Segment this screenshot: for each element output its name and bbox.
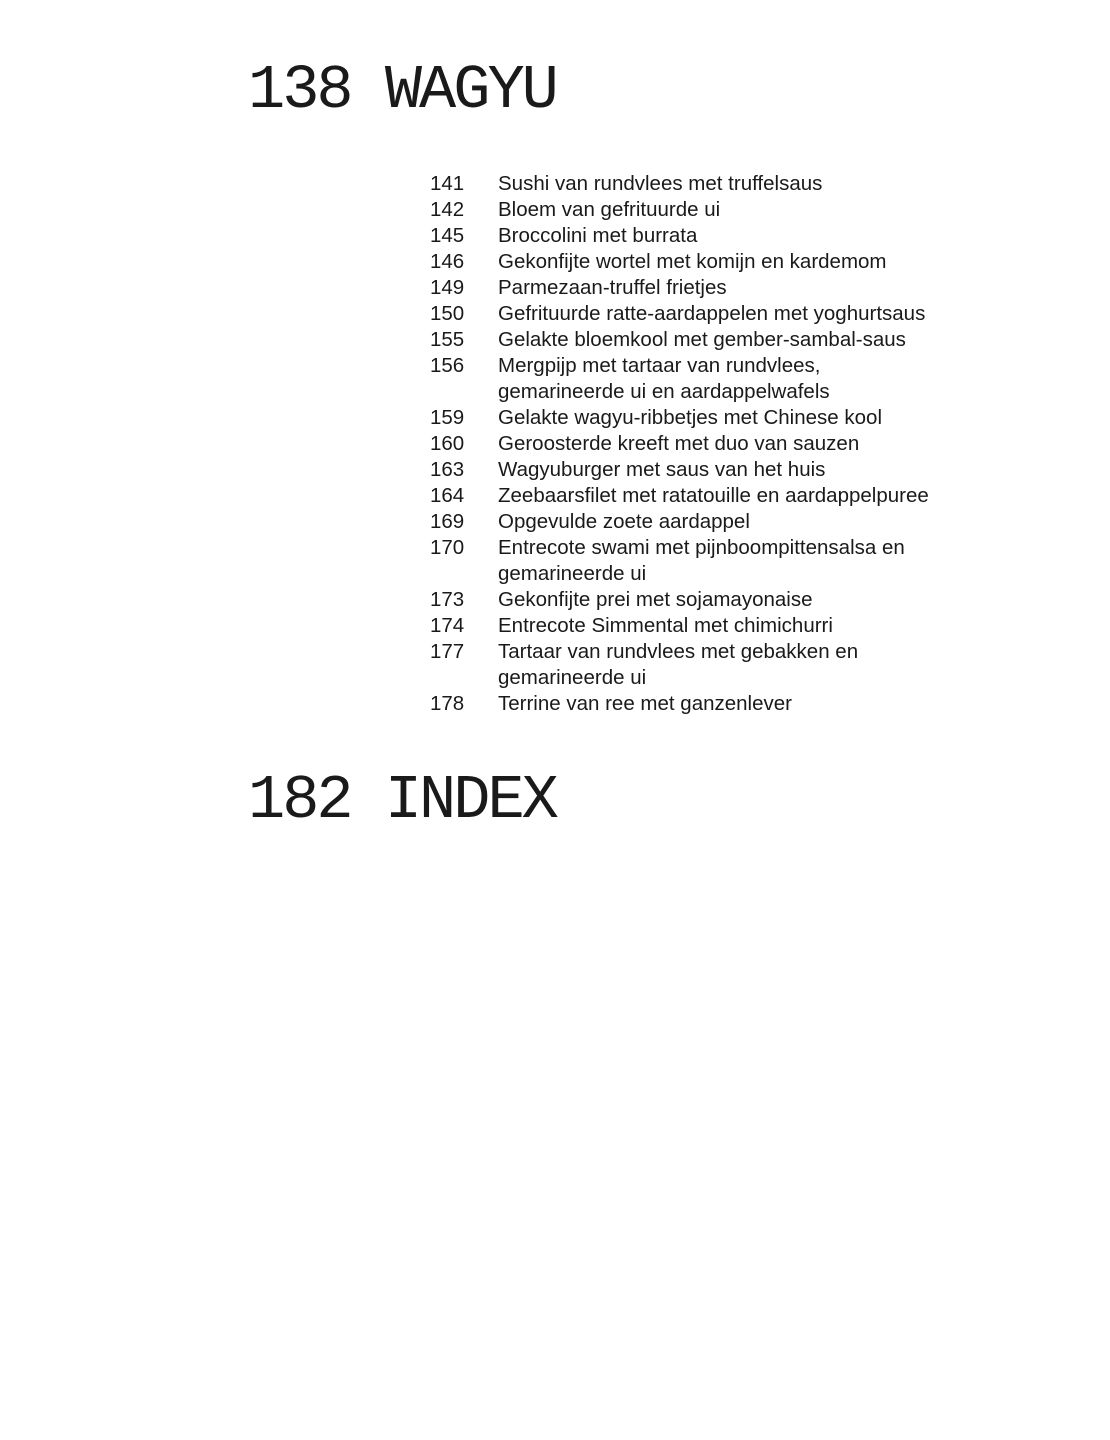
toc-title-line: Geroosterde kreeft met duo van sauzen <box>498 432 860 455</box>
toc-title <box>498 483 929 509</box>
toc-title-line: Tartaar van rundvlees met gebakken en <box>498 640 859 663</box>
toc-page-number: 160 <box>430 432 465 455</box>
toc-page-number: 149 <box>430 276 465 299</box>
toc-page-number: 142 <box>430 198 465 221</box>
toc-title <box>498 587 813 613</box>
toc-title <box>498 509 750 535</box>
toc-entry[interactable] <box>430 223 929 249</box>
toc-title <box>498 613 833 639</box>
toc-title-line: Gekonfijte prei met sojamayonaise <box>498 588 813 611</box>
toc-page-number: 164 <box>430 484 465 507</box>
toc-title-line: Zeebaarsfilet met ratatouille en aardappelpuree <box>498 484 929 507</box>
toc-entry[interactable] <box>430 431 929 457</box>
toc-title-line: Opgevulde zoete aardappel <box>498 510 750 533</box>
toc-page-number: 150 <box>430 302 465 325</box>
toc-entry[interactable] <box>430 197 929 223</box>
toc-entry[interactable] <box>430 483 929 509</box>
toc-title-line: gemarineerde ui en aardappelwafels <box>498 380 830 403</box>
toc-title-line: Bloem van gefrituurde ui <box>498 198 721 221</box>
toc-title <box>498 275 727 301</box>
toc-title-line: Sushi van rundvlees met truffelsaus <box>498 172 823 195</box>
toc-title-line: gemarineerde ui <box>498 666 647 689</box>
toc-entry[interactable] <box>430 275 929 301</box>
toc-title <box>498 405 882 431</box>
toc-entry[interactable] <box>430 587 929 613</box>
toc-title-line: Terrine van ree met ganzenlever <box>498 692 792 715</box>
toc-title-line: Wagyuburger met saus van het huis <box>498 458 826 481</box>
table-of-contents <box>430 171 929 717</box>
toc-page-number: 178 <box>430 692 465 715</box>
toc-title <box>498 171 822 197</box>
toc-page-number: 159 <box>430 406 465 429</box>
toc-title-line: Broccolini met burrata <box>498 224 698 247</box>
toc-entry[interactable] <box>430 535 929 587</box>
toc-entry[interactable] <box>430 249 929 275</box>
toc-entry[interactable] <box>430 301 929 327</box>
toc-title <box>498 457 825 483</box>
toc-entry[interactable] <box>430 457 929 483</box>
toc-title <box>498 535 905 587</box>
toc-page-number: 163 <box>430 458 465 481</box>
toc-title-line: Gelakte bloemkool met gember-sambal-saus <box>498 328 906 351</box>
section-heading-wagyu: 138 WAGYU <box>248 55 556 126</box>
toc-title-line: Gekonfijte wortel met komijn en kardemom <box>498 250 887 273</box>
toc-title-line: Parmezaan-truffel frietjes <box>498 276 727 299</box>
toc-page-number: 146 <box>430 250 465 273</box>
toc-entry[interactable] <box>430 691 929 717</box>
toc-page-number: 170 <box>430 536 465 559</box>
toc-title-line: Gefrituurde ratte-aardappelen met yoghurtsaus <box>498 302 926 325</box>
section-heading-index: 182 INDEX <box>248 765 556 836</box>
toc-entry[interactable] <box>430 353 929 405</box>
toc-title <box>498 353 830 405</box>
toc-page-number: 145 <box>430 224 465 247</box>
toc-page-number: 177 <box>430 640 465 663</box>
toc-page-number: 156 <box>430 354 465 377</box>
toc-title <box>498 327 906 353</box>
toc-page-number: 169 <box>430 510 465 533</box>
toc-title-line: gemarineerde ui <box>498 562 647 585</box>
toc-entry[interactable] <box>430 171 929 197</box>
toc-page-number: 155 <box>430 328 465 351</box>
toc-title-line: Gelakte wagyu-ribbetjes met Chinese kool <box>498 406 882 429</box>
toc-entry[interactable] <box>430 327 929 353</box>
toc-page-number: 173 <box>430 588 465 611</box>
toc-title <box>498 249 887 275</box>
toc-title <box>498 301 925 327</box>
toc-page-number: 174 <box>430 614 465 637</box>
toc-title-line: Entrecote Simmental met chimichurri <box>498 614 833 637</box>
toc-title <box>498 223 697 249</box>
toc-title-line: Mergpijp met tartaar van rundvlees, <box>498 354 821 377</box>
toc-title <box>498 691 792 717</box>
toc-title-line: Entrecote swami met pijnboompittensalsa en <box>498 536 905 559</box>
toc-entry[interactable] <box>430 639 929 691</box>
toc-entry[interactable] <box>430 509 929 535</box>
toc-title <box>498 431 859 457</box>
toc-page-number: 141 <box>430 172 465 195</box>
toc-entry[interactable] <box>430 405 929 431</box>
toc-title <box>498 639 858 691</box>
toc-entry[interactable] <box>430 613 929 639</box>
toc-title <box>498 197 720 223</box>
